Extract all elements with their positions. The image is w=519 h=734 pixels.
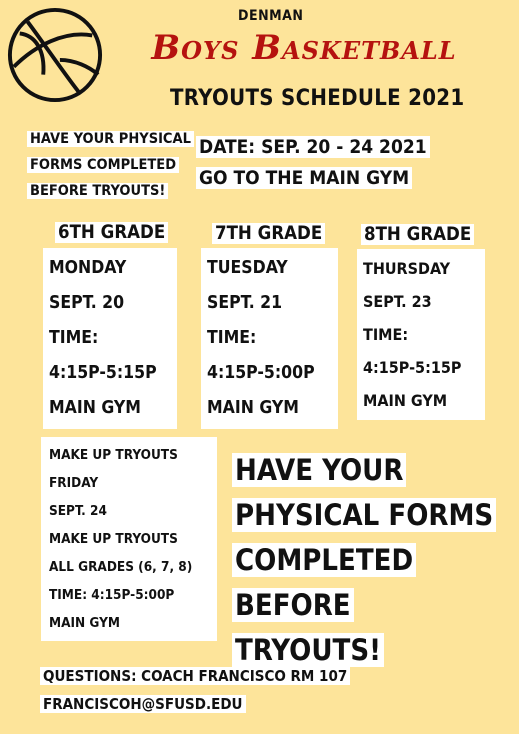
day: MONDAY [49,258,127,278]
date: SEPT. 21 [207,293,283,313]
grade-6-schedule [43,248,177,429]
time-label: TIME: [49,328,99,348]
reminder-line: BEFORE TRYOUTS! [232,588,384,667]
time-label: TIME: [207,328,257,348]
time: 4:15P-5:15P [363,358,462,377]
makeup-line: MAIN GYM [49,615,120,631]
day: THURSDAY [363,259,450,278]
questions-contact: QUESTIONS: COACH FRANCISCO RM 107 [40,667,350,685]
grade-7-schedule [201,248,338,429]
email-link[interactable]: FRANCISCOH@SFUSD.EDU [40,695,246,713]
grade-8-schedule [357,249,485,420]
place: MAIN GYM [363,391,448,410]
physical-form-note [27,126,197,204]
makeup-tryouts [41,437,217,641]
reminder-line: PHYSICAL FORMS [232,498,496,532]
note-line: FORMS COMPLETED [27,157,179,173]
grade-6-heading [55,222,168,243]
date-info [196,132,430,194]
place: MAIN GYM [207,398,299,418]
time: 4:15P-5:00P [207,363,315,383]
physical-form-reminder [232,448,502,673]
page-title: Boys Basketball [151,28,457,68]
contact-info [40,662,350,718]
grade-heading-text: 8TH GRADE [361,224,474,245]
org-name: DENMAN [238,8,304,24]
note-line: BEFORE TRYOUTS! [27,183,168,199]
day: TUESDAY [207,258,288,278]
date: SEPT. 20 [49,293,125,313]
place: MAIN GYM [49,398,141,418]
note-line: HAVE YOUR PHYSICAL [27,131,194,147]
reminder-line: COMPLETED [232,543,416,577]
makeup-line: MAKE UP TRYOUTS [49,447,178,463]
grade-7-heading [212,223,325,244]
makeup-line: MAKE UP TRYOUTS [49,531,178,547]
page-subtitle: TRYOUTS SCHEDULE 2021 [170,86,465,111]
date-range: DATE: SEP. 20 - 24 2021 [196,136,430,158]
grade-heading-text: 6TH GRADE [55,222,168,243]
time-label: TIME: [363,325,409,344]
makeup-line: SEPT. 24 [49,503,107,519]
makeup-line: ALL GRADES (6, 7, 8) [49,559,193,575]
makeup-line: TIME: 4:15P-5:00P [49,587,175,603]
basketball-icon [6,6,104,104]
grade-8-heading [361,224,474,245]
location: GO TO THE MAIN GYM [196,167,412,189]
makeup-line: FRIDAY [49,475,99,491]
date: SEPT. 23 [363,292,432,311]
reminder-line: HAVE YOUR [232,453,406,487]
grade-heading-text: 7TH GRADE [212,223,325,244]
time: 4:15P-5:15P [49,363,157,383]
